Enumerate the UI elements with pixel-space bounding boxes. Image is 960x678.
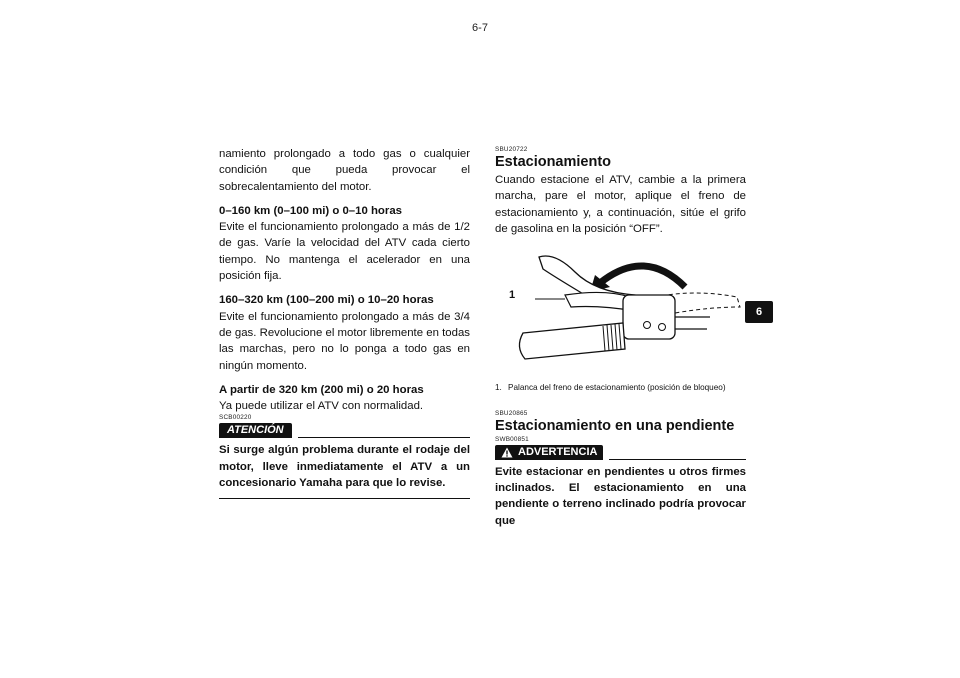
grip — [519, 323, 625, 359]
caution-code: SCB00220 — [219, 414, 252, 422]
parking-title: Estacionamiento — [495, 154, 612, 170]
caution-end-rule — [219, 498, 470, 499]
caption-text: Palanca del freno de estacionamiento (posición de bloqueo) — [508, 383, 726, 393]
warning-code: SWB00851 — [495, 435, 529, 443]
warning-tag — [495, 445, 603, 460]
caution-header — [219, 423, 470, 438]
caution-label: ATENCIÓN — [219, 423, 292, 438]
warning-text: Evite estacionar en pendientes u otros firmes inclinados. El estacionamiento en una pendiente o terreno inclinado podría provocar que — [495, 465, 746, 527]
break-in-heading-2: 160–320 km (100–200 mi) o 10–20 horas — [219, 294, 434, 307]
brake-lever-illustration — [495, 247, 746, 377]
right-column — [495, 146, 746, 529]
warning-rule — [609, 459, 746, 460]
lever-housing — [623, 295, 675, 339]
chapter-tab: 6 — [745, 301, 773, 323]
break-in-heading-3: A partir de 320 km (200 mi) o 20 horas — [219, 383, 424, 396]
page-number: 6-7 — [472, 22, 488, 34]
warning-label: ADVERTENCIA — [518, 445, 598, 458]
slope-code: SBU20865 — [495, 409, 528, 417]
arrow-curve — [600, 266, 685, 287]
intro-paragraph: namiento prolongado a todo gas o cualquier condición que pueda provocar el sobrecalentamiento del motor. — [219, 148, 470, 193]
warning-triangle-icon — [501, 447, 513, 458]
break-in-text-3: Ya puede utilizar el ATV con normalidad. — [219, 400, 424, 413]
left-column — [219, 146, 470, 499]
caution-rule — [298, 437, 470, 438]
caution-text: Si surge algún problema durante el rodaje del motor, lleve inmediatamente el ATV a un concesionario Yamaha para que lo revise. — [219, 444, 470, 490]
caption-number: 1. — [495, 383, 502, 393]
parking-text: Cuando estacione el ATV, cambie a la primera marcha, pare el motor, aplique el freno de estacionamiento y, a continuación, sitúe el grifo de gasolina en la posición “OFF”. — [495, 174, 746, 235]
figure-caption — [495, 383, 746, 394]
brake-lever-figure — [495, 247, 746, 377]
parking-code: SBU20722 — [495, 146, 528, 153]
break-in-heading-1: 0–160 km (0–100 mi) o 0–10 horas — [219, 204, 402, 217]
break-in-text-2: Evite el funcionamiento prolongado a más de 3/4 de gas. Revolucione el motor libremente en todas las marchas, pero no lo ponga a todo gas en ningún momento. — [219, 310, 470, 372]
callout-1: 1 — [509, 289, 516, 302]
break-in-text-1: Evite el funcionamiento prolongado a más de 1/2 de gas. Varíe la velocidad del ATV cada cierto tiempo. No mantenga el acelerador en una posición fija. — [219, 221, 470, 283]
slope-title: Estacionamiento en una pendiente — [495, 417, 735, 434]
warning-header — [495, 445, 746, 460]
